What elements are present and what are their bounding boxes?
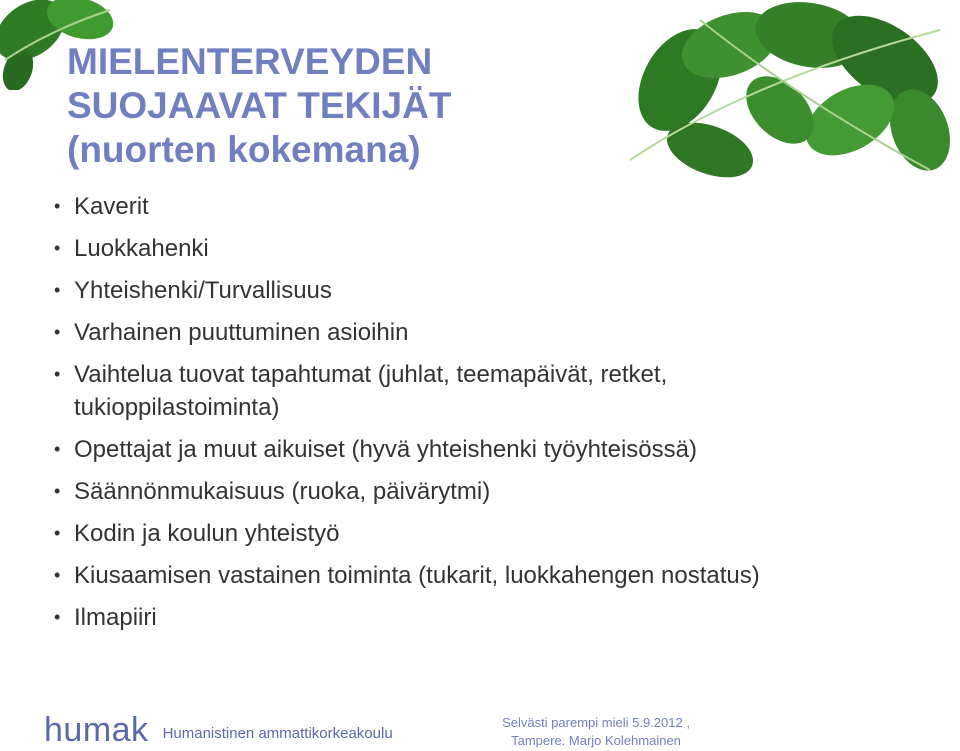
bullet-item bbox=[50, 475, 910, 508]
bullet-text: Vaihtelua tuovat tapahtumat (juhlat, teemapäivät, retket, tukioppilastoiminta) bbox=[74, 361, 668, 421]
bullet-icon: • bbox=[54, 322, 61, 342]
logo-subtitle: Humanistinen ammattikorkeakoulu bbox=[162, 725, 393, 742]
bullet-icon: • bbox=[54, 523, 61, 543]
bullet-item bbox=[50, 517, 910, 550]
bullet-text: Yhteishenki/Turvallisuus bbox=[74, 277, 332, 304]
title-line-3: (nuorten kokemana) bbox=[67, 129, 421, 170]
bullet-text: Kodin ja koulun yhteistyö bbox=[74, 520, 340, 547]
bullet-item bbox=[50, 274, 910, 307]
footer-credit bbox=[476, 714, 716, 750]
bullet-icon: • bbox=[54, 280, 61, 300]
bullet-item bbox=[50, 433, 910, 466]
logo-wordmark: humak bbox=[44, 711, 149, 749]
bullet-item bbox=[50, 190, 910, 223]
bullet-text: Varhainen puuttuminen asioihin bbox=[74, 319, 409, 346]
bullet-icon: • bbox=[54, 364, 61, 384]
bullet-icon: • bbox=[54, 607, 61, 627]
bullet-icon: • bbox=[54, 439, 61, 459]
bullet-text: Kaverit bbox=[74, 193, 149, 220]
bullet-item bbox=[50, 232, 910, 265]
bullet-icon: • bbox=[54, 481, 61, 501]
bullet-item bbox=[50, 358, 814, 424]
bullet-text: Ilmapiiri bbox=[74, 604, 157, 631]
bullet-list bbox=[50, 190, 910, 643]
leaves-top-right-icon bbox=[600, 0, 960, 200]
bullet-text: Kiusaamisen vastainen toiminta (tukarit, luokkahengen nostatus) bbox=[74, 562, 760, 589]
title-line-2: SUOJAAVAT TEKIJÄT bbox=[67, 85, 452, 126]
slide-title bbox=[67, 40, 627, 172]
bullet-text: Luokkahenki bbox=[74, 235, 209, 262]
title-line-1: MIELENTERVEYDEN bbox=[67, 41, 433, 82]
bullet-icon: • bbox=[54, 196, 61, 216]
bullet-item bbox=[50, 316, 910, 349]
bullet-item bbox=[50, 601, 910, 634]
bullet-icon: • bbox=[54, 238, 61, 258]
bullet-text: Säännönmukaisuus (ruoka, päivärytmi) bbox=[74, 478, 491, 505]
humak-logo bbox=[44, 711, 393, 747]
bullet-text: Opettajat ja muut aikuiset (hyvä yhteishenki työyhteisössä) bbox=[74, 436, 697, 463]
credit-line-2: Tampere. Marjo Kolehmainen bbox=[511, 733, 681, 748]
bullet-item bbox=[50, 559, 794, 592]
bullet-icon: • bbox=[54, 565, 61, 585]
credit-line-1: Selvästi parempi mieli 5.9.2012 , bbox=[502, 715, 690, 730]
